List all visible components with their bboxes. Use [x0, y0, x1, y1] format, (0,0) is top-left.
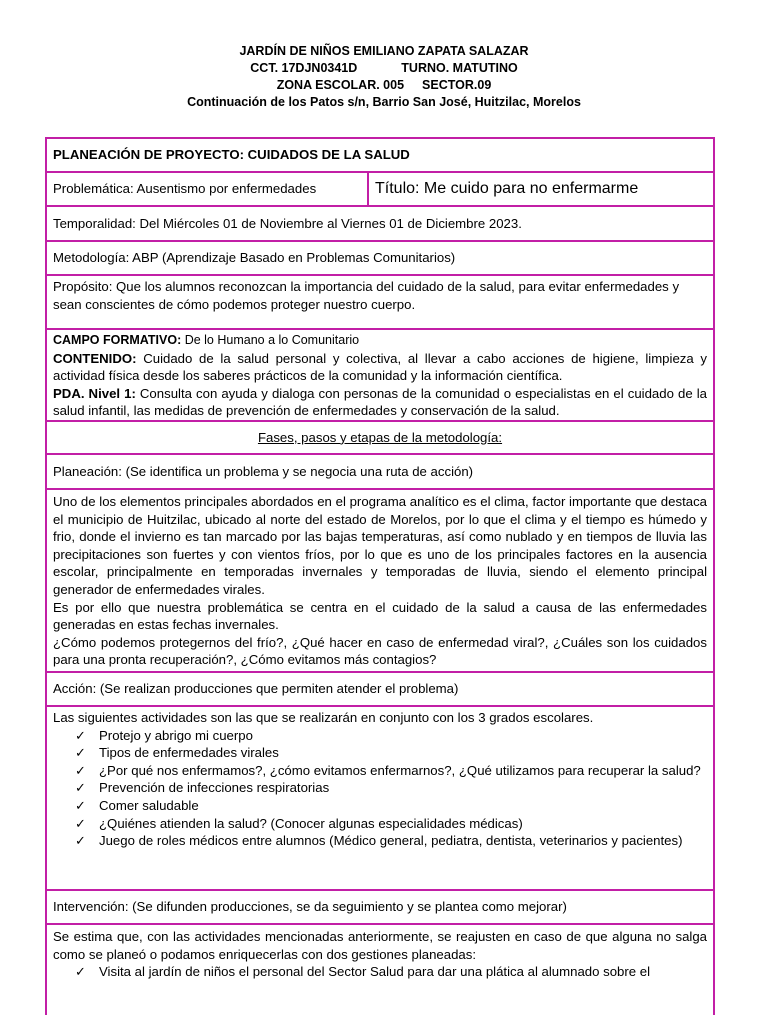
school-zona-sector: [0, 77, 768, 94]
school-header: [0, 0, 768, 111]
intervencion-row: Intervención: (Se difunden producciones, se da seguimiento y se plantea como mejorar): [45, 891, 715, 925]
list-item: ✓ ¿Por qué nos enfermamos?, ¿cómo evitamos enfermarnos?, ¿Qué utilizamos para recuperar la salud?: [75, 762, 701, 778]
project-title-row: [45, 137, 715, 173]
check-icon: ✓: [75, 815, 86, 831]
list-item: ✓ Visita al jardín de niños el personal del Sector Salud para dar una plática al alumnado sobre el: [75, 964, 651, 980]
campo-formativo: [53, 332, 707, 350]
planeacion-text-row: [45, 490, 715, 673]
check-icon: ✓: [75, 762, 86, 778]
campo-value: De lo Humano a lo Comunitario: [181, 333, 360, 347]
fases-row: Fases, pasos y etapas de la metodología:: [45, 422, 715, 455]
accion-text-row: [45, 707, 715, 891]
school-turno: TURNO. MATUTINO: [401, 61, 518, 75]
list-item: ✓ Tipos de enfermedades virales: [75, 745, 279, 761]
check-icon: ✓: [75, 833, 86, 849]
proposito-row: Propósito: Que los alumnos reconozcan la importancia del cuidado de la salud, para evitar enfermedades y sean conscientes de cómo podemos proteger nuestro cuerpo.: [45, 276, 715, 330]
school-name: JARDÍN DE NIÑOS EMILIANO ZAPATA SALAZAR: [239, 44, 529, 58]
list-item: ✓ ¿Quiénes atienden la salud? (Conocer algunas especialidades médicas): [75, 815, 523, 831]
check-icon: ✓: [75, 964, 86, 980]
list-item: ✓ Comer saludable: [75, 797, 199, 813]
planeacion-paragraph-1: Uno de los elementos principales abordados en el programa analítico es el clima, factor importante que destaca el municipio de Huitzilac, ubicado al norte del estado de Morelos, por lo que el clima y el tiempo es húmedo y frio, donde el invierno es tan marcado por las bajas temperaturas, así como nublado y en tiempos de lluvia las precipitaciones son fuertes y con vientos fríos, por lo que es uno de los principales factores en la ausencia escolar, principalmente en temporadas invernales y temporadas de lluvia, siendo el elemento principal generador de enfermedades virales.: [53, 494, 707, 597]
temporalidad-row: Temporalidad: Del Miércoles 01 de Noviembre al Viernes 01 de Diciembre 2023.: [45, 207, 715, 242]
intervencion-text-row: [45, 925, 715, 1015]
school-zona: ZONA ESCOLAR. 005: [276, 78, 405, 92]
project-title: PLANEACIÓN DE PROYECTO: CUIDADOS DE LA SALUD: [53, 147, 410, 163]
pda-value: Consulta con ayuda y dialoga con personas de la comunidad o especialistas en el cuidado de la salud infantil, las medidas de prevención de enfermedades y conservación de la salud.: [53, 385, 707, 419]
pda-label: PDA. Nivel 1:: [53, 385, 136, 401]
problematica-cell: Problemática: Ausentismo por enfermedades: [47, 173, 369, 205]
school-cct-turno: [0, 60, 768, 77]
list-item: ✓ Prevención de infecciones respiratorias: [75, 780, 330, 796]
check-icon: ✓: [75, 727, 86, 743]
check-icon: ✓: [75, 745, 86, 761]
list-item: ✓ Protejo y abrigo mi cuerpo: [75, 727, 253, 743]
check-icon: ✓: [75, 797, 86, 813]
intervencion-paragraph: Se estima que, con las actividades mencionadas anteriormente, se reajusten en caso de que alguna no salga como se planeó o podamos enriquecerlas con dos gestiones planeadas:: [53, 929, 707, 962]
contenido-label: CONTENIDO:: [53, 350, 137, 366]
campo-contenido-row: [45, 330, 715, 422]
planeacion-row: Planeación: (Se identifica un problema y se negocia una ruta de acción): [45, 455, 715, 490]
planeacion-paragraph-2: Es por ello que nuestra problemática se centra en el cuidado de la salud a causa de las enfermedades generadas en estas fechas invernales.: [53, 599, 707, 633]
school-address: Continuación de los Patos s/n, Barrio San José, Huitzilac, Morelos: [187, 95, 581, 109]
contenido-value: Cuidado de la salud personal y colectiva, al llevar a cabo acciones de higiene, limpieza y actividad física desde los saberes prácticos de la comunidad y la información científica.: [53, 350, 707, 384]
list-item: ✓ Juego de roles médicos entre alumnos (Médico general, pediatra, dentista, veterinarios y pacientes): [75, 833, 683, 849]
campo-label: CAMPO FORMATIVO:: [53, 333, 182, 347]
problem-title-row: [45, 173, 715, 207]
accion-intro: Las siguientes actividades son las que se realizarán en conjunto con los 3 grados escolares.: [53, 710, 594, 725]
pda: [53, 385, 707, 420]
school-cct: CCT. 17DJN0341D: [250, 61, 358, 75]
project-planning-table: [45, 137, 715, 1015]
planeacion-paragraph-3: ¿Cómo podemos protegernos del frío?, ¿Qué hacer en caso de enfermedad viral?, ¿Cuáles son los cuidados para una pronta recuperación?, ¿Cómo evitamos más contagios?: [53, 634, 707, 668]
contenido: [53, 350, 707, 385]
school-sector: SECTOR.09: [422, 78, 492, 92]
accion-list: [53, 727, 707, 850]
accion-row: Acción: (Se realizan producciones que permiten atender el problema): [45, 673, 715, 707]
intervencion-list: [53, 963, 707, 981]
check-icon: ✓: [75, 780, 86, 796]
metodologia-row: Metodología: ABP (Aprendizaje Basado en Problemas Comunitarios): [45, 242, 715, 276]
titulo-cell: Título: Me cuido para no enfermarme: [375, 180, 639, 198]
